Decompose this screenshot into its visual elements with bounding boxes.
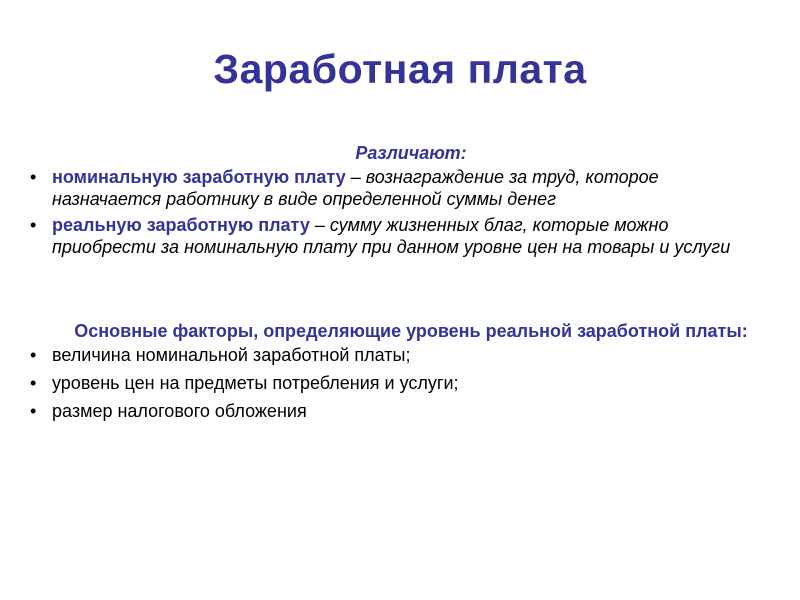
definition-term: реальную заработную плату <box>52 215 310 235</box>
definition-text: – вознаграждение за труд, которое назначается работнику в виде определенной суммы денег <box>52 167 659 209</box>
definition-term: номинальную заработную плату <box>52 167 346 187</box>
definition-item <box>24 214 754 258</box>
definition-text: – сумму жизненных благ, которые можно приобрести за номинальную плату при данном уровне цен на товары и услуги <box>52 215 731 257</box>
factor-item: • величина номинальной заработной платы; <box>24 344 754 366</box>
factor-item: • уровень цен на предметы потребления и услуги; <box>24 372 754 394</box>
factor-item: • размер налогового обложения <box>24 400 754 422</box>
factors-heading: Основные факторы, определяющие уровень реальной заработной платы: <box>74 321 748 341</box>
definition-item <box>24 166 754 210</box>
slide-body <box>24 142 754 428</box>
definitions-list <box>24 166 754 258</box>
intro-label: Различают: <box>355 143 467 163</box>
factors-list <box>24 344 754 422</box>
slide-title: Заработная плата <box>213 46 587 92</box>
